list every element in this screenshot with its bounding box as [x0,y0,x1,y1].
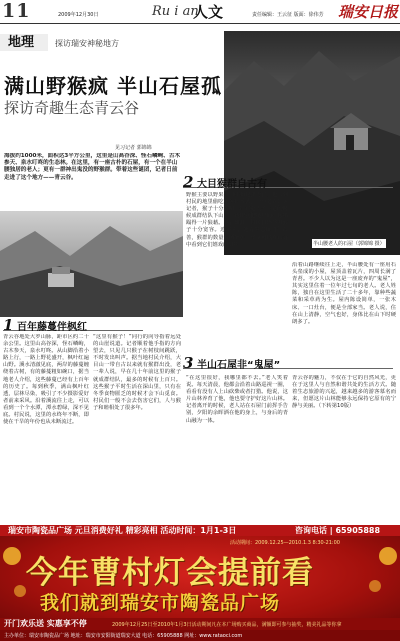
ad-headline: 今年曹村灯会提前看 [26,555,314,591]
article-lead: 海拔约1000米，面积达3平方公里，这里是山高谷深、怪石嶙峋、古木参天、泉水叮咚的生态林。在这里，有一座古朴的石屋，有一个在半山腰独居的老人；更有一群神出鬼没的野猴群。带着这些谜团，记者日前走进了这个地方——青云谷。 [4,153,181,181]
newspaper-logo: 瑞安日报 [338,3,399,21]
section-label: 地理 [0,34,48,51]
ad-details: 2009年12月25日至2010年1月3日活动期间凡在本广场购买商品，满额即可参与抽奖，精美礼品等你拿 [112,622,342,628]
promo-hotline: 咨询电话 | 65905888 [295,526,381,535]
ad-footer-text: 主办单位：瑞安市陶瓷品广场 地址：瑞安市安阳街道瑞安大道 电话：65905888 网址：www.rataoci.com [4,633,243,639]
valley-photo [0,211,183,317]
page-number: 11 [2,0,31,22]
subsection-number: 3 [183,354,194,372]
body-column-4: 沿着山路继续往上走，半山腰处有一座用石头垒成的小屋，屋顶盖着瓦片，四周长满了青苔。不少人以为这是一座废弃的“鬼屋”，其实这里住着一位年过七旬的老人。老人姓陈，独自在这里生活了二十多年，靠种些蔬菜和采草药为生。屋内陈设简单，一张木床、一口灶台，便是全部家当。老人说，住在山上清静，空气也好，身体比在山下时硬朗多了。 [292,262,396,325]
ad-event-time: 活动期间：2009.12.25—2010.1.3 8:30-21:00 [230,540,340,546]
section-subtitle: 探访瑞安神秘地方 [55,39,119,48]
subsection-number: 2 [183,173,194,191]
subsection-heading-1 [3,316,143,334]
body-column-6: 青云谷的魅力，不仅在于它的自然风光，更在于这里人与自然和谐共处的生活方式。随着生态旅游的兴起，越来越多的游客慕名而来，但愿这片山林能够永远保持它原有的宁静与美丽。（下转第10版） [292,375,396,410]
subsection-title: 百年藤蔓伴枫红 [17,322,87,333]
article-headline: 满山野猴疯 半山石屋孤 [4,74,222,98]
subsection-title: 大目猴群自古有 [197,179,267,190]
article-subhead: 探访奇趣生态青云谷 [4,99,140,117]
body-column-3: 野猴主要以野果、树叶和昆虫为食，也会到村民的地里偷吃玉米和番薯。一位老农告诉记者，猴子十分聪明，往往趁人不注意的时候成群结队下山，一转眼就把地里的庄稼糟蹋得一片狼藉。尽管如此，村民们仍然对猴子十分宽容。近年来，随着生态环境的改善，猴群的数量有所增加，经常可以在山谷中看到它们嬉戏的身影。 [186,192,288,248]
subsection-heading-3 [183,354,393,372]
subsection-title: 半山石屋非“鬼屋” [197,360,281,371]
section-name: 人文 [193,3,224,21]
photo-caption: 半山腰老人的石屋（郭锦锦 摄） [313,241,385,247]
ad-subline: 我们就到瑞安市陶瓷品广场 [40,592,281,614]
body-column-2: “这里有猴子！”同行的向导指着远处的山崖说道。记者顺着他手指的方向望去，只见几只猴子在树枝间跳跃，不时发出叫声。据当地村民介绍，大目山一带自古以来就有猴群出没，老一辈人说，早在几十年前这里的猴子就成群结队，最多的时候有上百只。这些猴子平时生活在深山里，只有在冬季食物匮乏的时候才会下山觅食。村民们一般不会去伤害它们，人与猴子和睦相处了很多年。 [93,334,181,411]
subsection-heading-2 [183,173,393,191]
subsection-number: 1 [3,316,14,334]
promo-bar-text: 瑞安市陶瓷品广场 元旦消费好礼 精彩亮相 活动时间：1月1-3日 [8,526,237,535]
section-pinyin: Ru i an [152,4,199,19]
ad-slogan: 开门欢乐送 实惠享不停 [4,619,87,628]
editor-credit: 责任编辑：王云征 版面：徐伟芳 [252,12,324,18]
body-column-1: 青云谷地处大罗山脉，距市区约二十余公里。这里山高谷深，怪石嶙峋，古木参天，泉水叮咚。从山脚沿着小路上行，一路上野花盛开，枫叶红遍山野。溪水清澈见底，两岸的藤蔓缠绕着古树，有的藤蔓粗如碗口，据当地老人介绍，这些藤蔓已经有上百年的历史了。每到秋季，满山枫叶红透，层林尽染，吸引了不少摄影爱好者前来采风。沿着溪流往上走，可以看到一个个水潭，潭水碧绿，深不见底。村民说，这里的水终年不断，即使在干旱的年份也从未断流过。 [3,334,89,426]
body-column-5: “在这里很好，我哪里都不去。”老人笑着说。每天清晨，他都会沿着山路巡视一圈，看看有没有人上山砍柴或者打猎。他说，这片山林养育了他，他也要守护好这片山林。记者离开的时候，老人站在石屋门前挥手告别，夕阳的余晖洒在他的身上，与身后的青山融为一体。 [186,375,288,424]
byline: 见习记者 郭锦锦 [115,145,152,151]
issue-date: 2009年12月30日 [58,12,99,18]
valley-scene-illustration [0,211,183,317]
